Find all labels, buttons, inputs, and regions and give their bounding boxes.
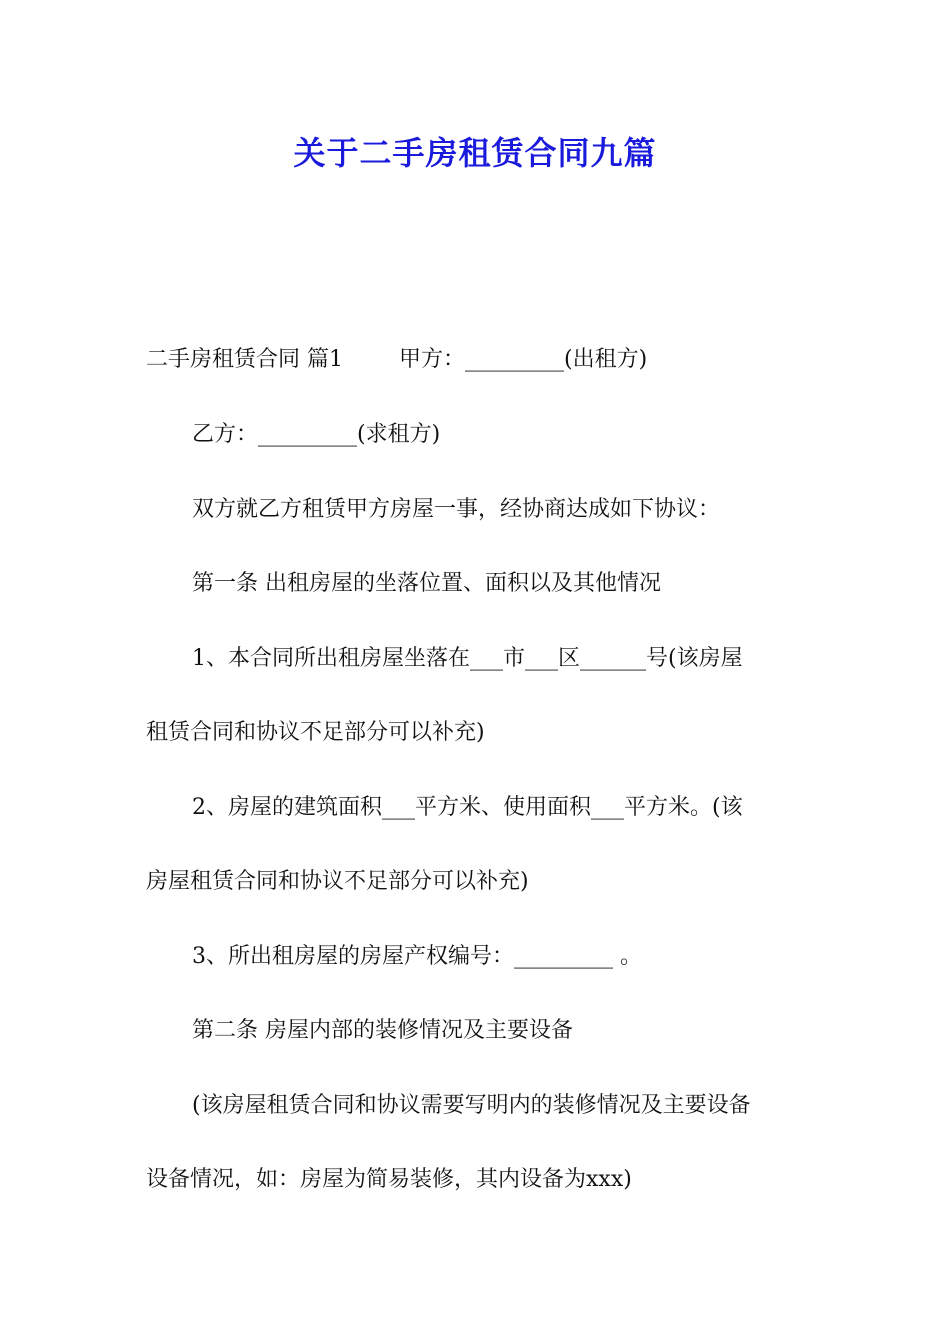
paragraph-line-8: 房屋租赁合同和协议不足部分可以补充) (146, 869, 529, 894)
article-heading-2: 第二条 房屋内部的装修情况及主要设备 (192, 1018, 573, 1043)
paragraph-line-9: 3、所出租房屋的房屋产权编号：_________ 。 (192, 944, 642, 969)
paragraph-line-11: (该房屋租赁合同和协议需要写明内的装修情况及主要设备 (192, 1093, 751, 1118)
paragraph-line-2: 乙方：_________(求租方) (192, 422, 441, 447)
paragraph-line-5: 1、本合同所出租房屋坐落在___市___区______号(该房屋 (192, 646, 743, 671)
paragraph-line-3: 双方就乙方租赁甲方房屋一事，经协商达成如下协议： (192, 497, 721, 522)
paragraph-line-1 (146, 345, 647, 375)
paragraph-line-7: 2、房屋的建筑面积___平方米、使用面积___平方米。(该 (192, 795, 743, 820)
article-heading-1: 第一条 出租房屋的坐落位置、面积以及其他情况 (192, 571, 661, 596)
paragraph-line-6: 租赁合同和协议不足部分可以补充) (146, 720, 485, 745)
section-heading: 二手房租赁合同 篇1 (146, 347, 343, 372)
party-a-field: 甲方：_________(出租方) (399, 347, 648, 372)
paragraph-line-12: 设备情况，如：房屋为简易装修，其内设备为xxx) (146, 1167, 632, 1192)
document-title: 关于二手房租赁合同九篇 (293, 134, 657, 172)
